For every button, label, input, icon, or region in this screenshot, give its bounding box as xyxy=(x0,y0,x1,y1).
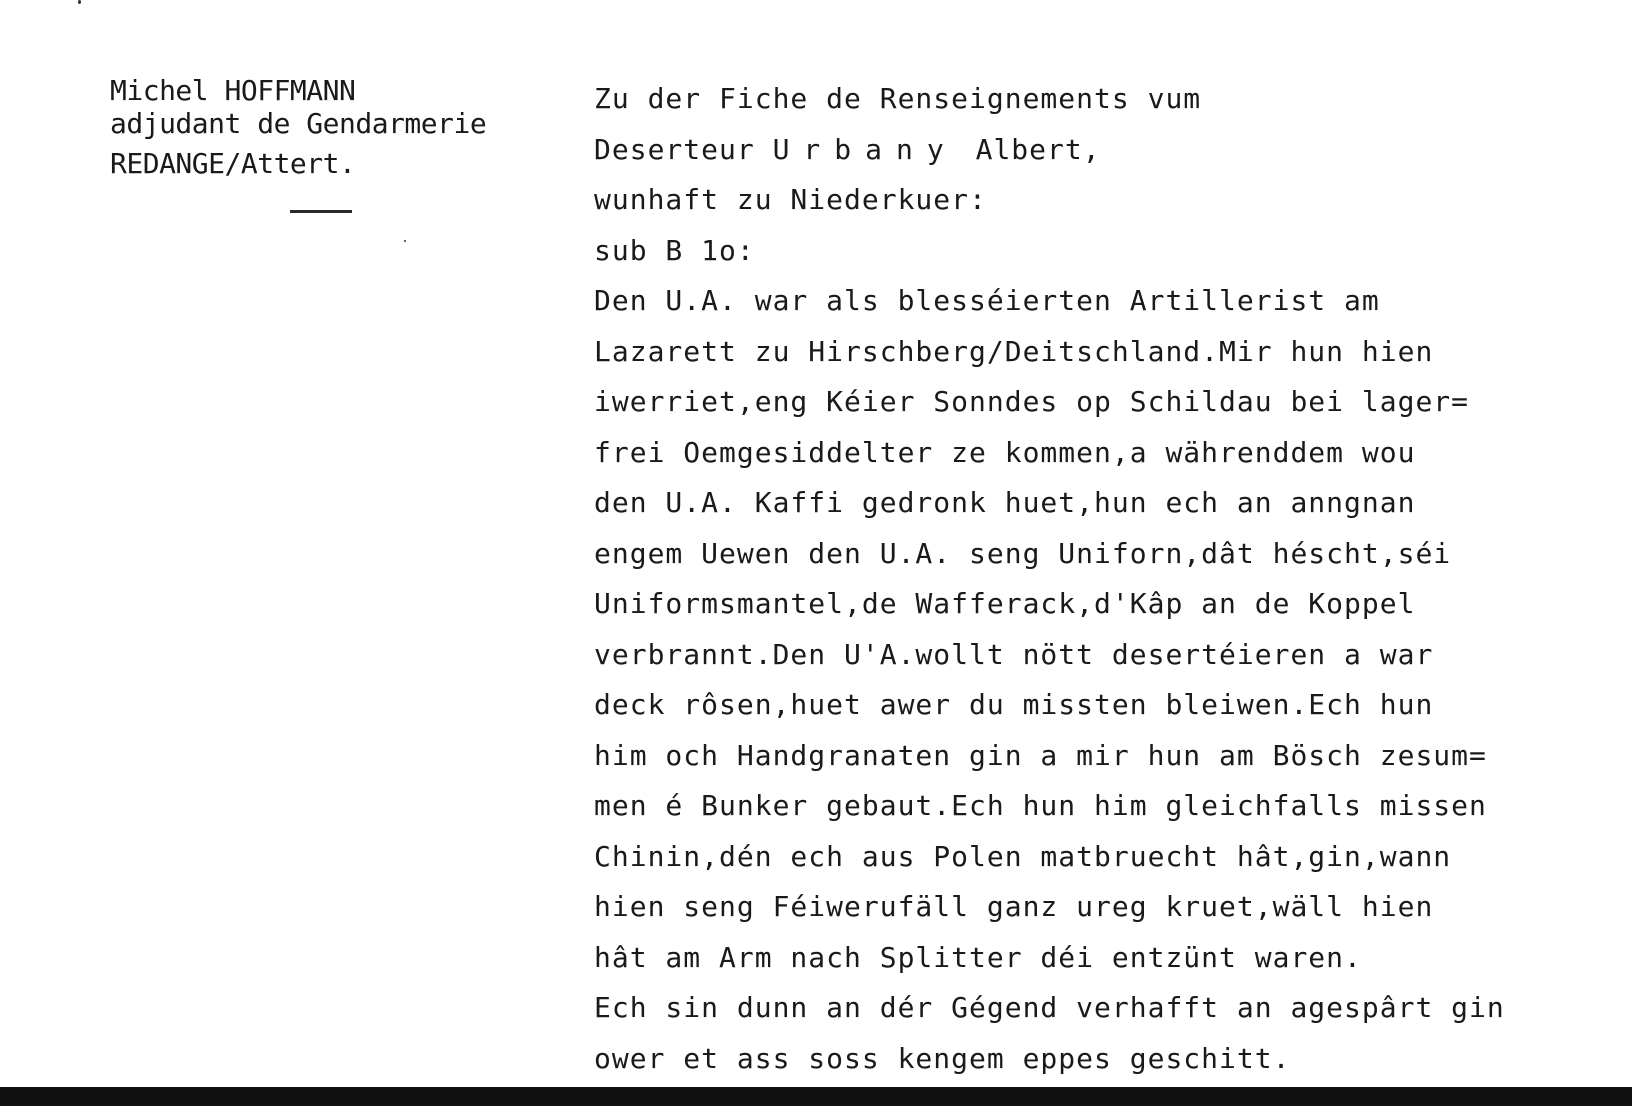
sender-place: REDANGE/Attert. xyxy=(110,147,356,180)
paragraph-line: iwerriet,eng Kéier Sonndes op Schildau bei lager= xyxy=(594,385,1470,418)
paragraph-line: him och Handgranaten gin a mir hun am Bösch zesum= xyxy=(594,738,1487,772)
paragraph-line: engem Uewen den U.A. seng Uniforn,dât héscht,séi xyxy=(594,536,1452,570)
deserter-firstname: Albert, xyxy=(957,132,1101,166)
sender-rank: adjudant de Gendarmerie xyxy=(110,107,487,140)
paragraph-line: den U.A. Kaffi gedronk huet,hun ech an anngnan xyxy=(594,486,1416,519)
paragraph-line: Ech sin dunn an dér Gégend verhafft an agespârt gin xyxy=(594,991,1505,1024)
paragraph-line: Uniformsmantel,de Wafferack,d'Kâp an de Koppel xyxy=(594,587,1416,620)
paragraph-line: Lazarett zu Hirschberg/Deitschland.Mir hun hien xyxy=(594,334,1434,368)
scan-speck xyxy=(404,240,406,242)
paragraph-line: Den U.A. war als blesséierten Artillerist am xyxy=(594,284,1380,317)
scan-edge-bar xyxy=(0,1087,1632,1106)
paragraph-line: men é Bunker gebaut.Ech hun him gleichfalls missen xyxy=(594,789,1487,822)
letter-line: Zu der Fiche de Renseignements vum xyxy=(594,82,1202,115)
sender-block xyxy=(110,74,580,180)
paragraph-line: deck rôsen,huet awer du missten bleiwen.Ech hun xyxy=(594,688,1434,721)
paragraph-line: frei Oemgesiddelter ze kommen,a währenddem wou xyxy=(594,435,1416,469)
paragraph-line: Chinin,dén ech aus Polen matbruecht hât,gin,wann xyxy=(594,839,1452,873)
letter-body xyxy=(594,74,1630,1084)
paragraph-line: ower et ass soss kengem eppes geschitt. xyxy=(594,1041,1291,1075)
paragraph-line: hien seng Féiwerufäll ganz ureg kruet,wäll hien xyxy=(594,890,1434,923)
sender-name: Michel HOFFMANN xyxy=(110,74,356,107)
paragraph-line: verbrannt.Den U'A.wollt nött desertéieren a war xyxy=(594,637,1434,671)
deserter-prefix: Deserteur xyxy=(594,132,773,166)
scan-speck xyxy=(78,0,81,4)
deserter-surname: Urbany xyxy=(772,132,958,166)
paragraph-line: hât am Arm nach Splitter déi entzünt waren. xyxy=(594,940,1362,974)
sender-underline xyxy=(290,210,352,213)
letter-line: wunhaft zu Niederkuer: xyxy=(594,183,987,216)
letter-line-deserter xyxy=(594,125,1630,176)
letter-line: sub B 1o: xyxy=(594,233,755,267)
